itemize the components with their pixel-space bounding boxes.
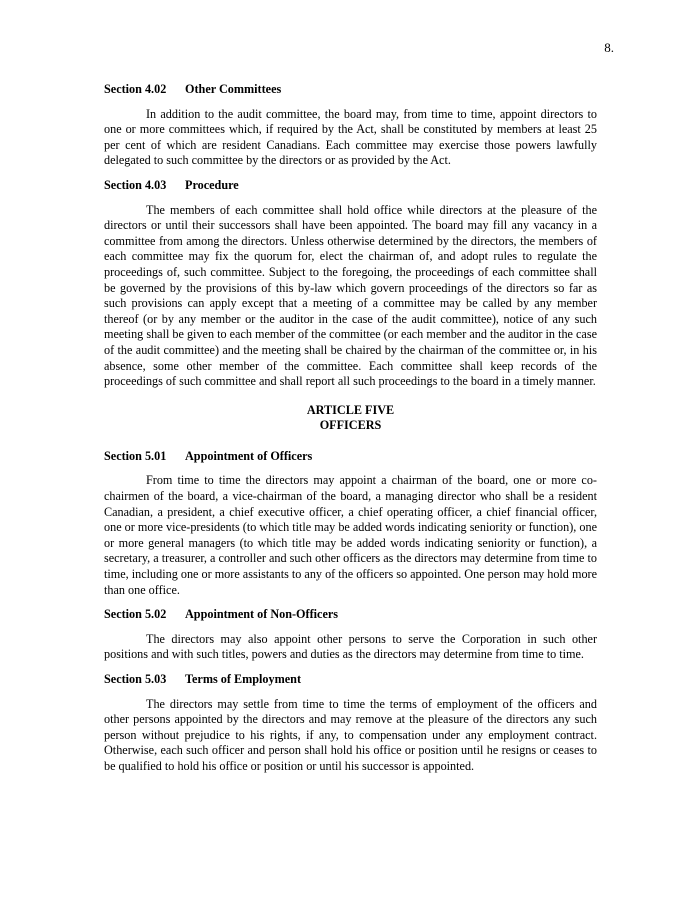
section-body-4-03: The members of each committee shall hold office while directors at the pleasure of the directors or until their successors shall have been appointed. The board may fill any vacancy in a committee from among the directors. Unless otherwise determined by the directors, the members of each committee may fix the quorum for, elect the chairman of, and adopt rules to regulate the proceedings of, such committee. Subject to the foregoing, the proceedings of each committee shall be governed by the provisions of this by-law which govern proceedings of the directors so far as such provisions can apply except that a meeting of a committee may be called by any member thereof (or by any member or the auditor in the case of the audit committee), notice of any such meeting shall be given to each member of the committee (or each member and the auditor in the case of the audit committee) and the meeting shall be chaired by the chairman of the committee or, in his absence, some other member of the committee. Each committee shall keep records of the proceedings of such committee and shall report all such proceedings to the board in a timely manner. bbox=[104, 202, 597, 389]
section-title: Procedure bbox=[185, 177, 239, 192]
section-title: Appointment of Officers bbox=[185, 448, 313, 463]
section-body-4-02: In addition to the audit committee, the board may, from time to time, appoint directors to one or more committees which, if required by the Act, shall be constituted by members at least 25 per cent of which are resident Canadians. Each committee may exercise those powers lawfully delegated to such committee by the directors or as provided by the Act. bbox=[104, 106, 597, 168]
section-body-5-01: From time to time the directors may appoint a chairman of the board, one or more co-chairmen of the board, a vice-chairman of the board, a managing director who shall be a resident Canadian, a president, a chief executive officer, a chief operating officer, a chief financial officer, one or more vice-presidents (to which title may be added words indicating seniority or function), one or more general managers (to which title may be added words indicating seniority or function), a secretary, a treasurer, a controller and such other officers as the directors may determine from time to time, including one or more assistants to any of the officers so appointed. One person may hold more than one office. bbox=[104, 473, 597, 597]
section-body-5-03: The directors may settle from time to time the terms of employment of the officers and other persons appointed by the directors and may remove at the pleasure of the directors any such person without prejudice to his rights, if any, to compensation under any employment contract. Otherwise, each such officer and person shall hold his office or position until he resigns or ceases to be qualified to hold his office or position or until his successor is appointed. bbox=[104, 696, 597, 773]
article-number: ARTICLE FIVE bbox=[306, 402, 395, 417]
page-content bbox=[104, 82, 597, 784]
article-title: OFFICERS bbox=[319, 418, 382, 433]
section-number: Section 5.01 bbox=[104, 448, 167, 463]
section-heading-5-03 bbox=[104, 672, 597, 688]
section-number: Section 5.03 bbox=[104, 672, 167, 686]
section-number: Section 5.02 bbox=[104, 607, 167, 622]
section-title: Other Committees bbox=[185, 82, 282, 96]
section-heading-5-01 bbox=[104, 449, 597, 465]
section-number: Section 4.03 bbox=[104, 177, 167, 192]
section-title: Appointment of Non-Officers bbox=[185, 607, 339, 622]
section-number: Section 4.02 bbox=[104, 82, 167, 96]
section-body-5-02: The directors may also appoint other persons to serve the Corporation in such other positions and with such titles, powers and duties as the directors may determine from time to time. bbox=[104, 631, 597, 662]
section-title: Terms of Employment bbox=[185, 672, 302, 686]
section-heading-5-02 bbox=[104, 607, 597, 623]
page-number: 8. bbox=[604, 40, 614, 55]
article-heading bbox=[104, 403, 597, 434]
section-heading-4-03 bbox=[104, 178, 597, 194]
section-heading-4-02 bbox=[104, 82, 597, 98]
